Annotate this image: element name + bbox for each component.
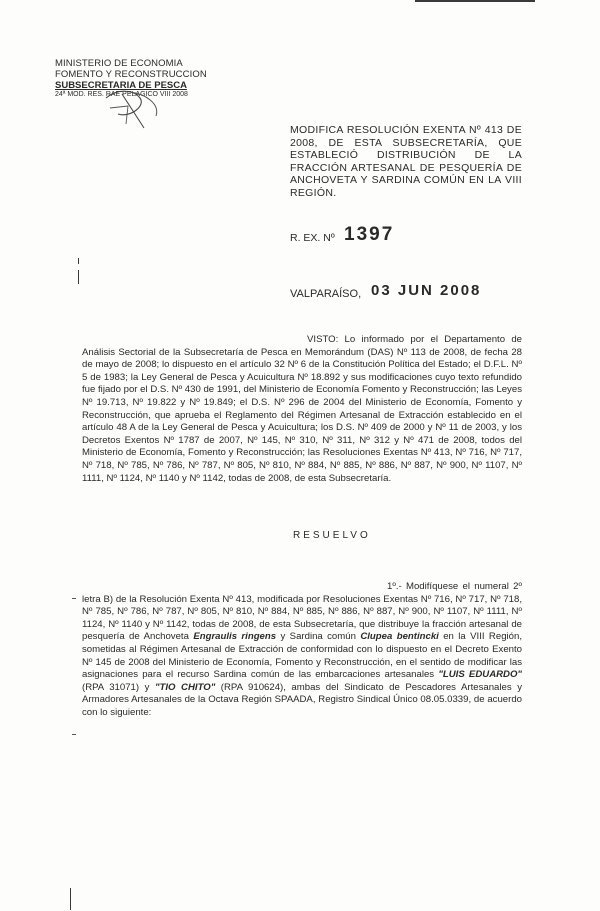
article-text: 1º.- Modifíquese el numeral 2º letra B) de la Resolución Exenta Nº 413, modificada por Resoluciones Exentas Nº 716, Nº 717, Nº 718, Nº 785, Nº 786, Nº 787, Nº 805, Nº 810, Nº 884, Nº 885, Nº 886, Nº 887, Nº 900, Nº 1107, Nº 1111, Nº 1124, Nº 1140 y Nº 1142, todas de 2008, de esta Subsecretaría, que distribuye la fracción artesanal de pesquería de Anchoveta bbox=[82, 581, 522, 643]
article-1-paragraph bbox=[82, 581, 522, 720]
visto-paragraph: VISTO: Lo informado por el Departamento de Análisis Sectorial de la Subsecretaría de Pesca en Memorándum (DAS) Nº 113 de 2008, de fecha 28 de mayo de 2008; lo dispuesto en el artículo 32 Nº 6 de la Constitución Política del Estado; el D.F.L. Nº 5 de 1983; la Ley General de Pesca y Acuicultura Nº 18.892 y sus modificaciones cuyo texto refundido fue fijado por el D.S. Nº 430 de 1991, del Ministerio de Economía Fomento y Reconstrucción; las Leyes Nº 19.713, Nº 19.822 y Nº 19.849; el D.S. Nº 296 de 2004 del Ministerio de Economía, Fomento y Reconstrucción, que aprueba el Reglamento del Régimen Artesanal de Extracción establecido en el artículo 48 A de la Ley General de Pesca y Acuicultura; los D.S. Nº 409 de 2000 y Nº 11 de 2003, y los Decretos Exentos Nº 1787 de 2007, Nº 145, Nº 310, Nº 311, Nº 312 y Nº 471 de 2008, todos del Ministerio de Economía, Fomento y Reconstrucción; las Resoluciones Exentas Nº 413, Nº 716, Nº 717, Nº 718, Nº 785, Nº 786, Nº 787, Nº 805, Nº 810, Nº 884, Nº 885, Nº 886, Nº 887, Nº 900, Nº 1107, Nº 1111, Nº 1124, Nº 1140 y Nº 1142, todas de 2008, de esta Subsecretaría. bbox=[82, 334, 522, 484]
date-stamp: 03 JUN 2008 bbox=[371, 282, 482, 299]
species-name: Engraulis ringens bbox=[193, 631, 277, 643]
file-reference: 24ª MOD. RES. RAE PELAGICO VIII 2008 bbox=[55, 91, 188, 98]
ministry-name: MINISTERIO DE ECONOMIA bbox=[55, 58, 183, 69]
article-text: (RPA 910624), ambas del Sindicato de Pescadores Artesanales y Armadores Artesanales de la Octava Región SPAADA, Registro Sindical Único 08.05.0339, de acuerdo con lo siguiente: bbox=[82, 681, 522, 718]
subsecretaria-name: SUBSECRETARIA DE PESCA bbox=[55, 80, 187, 91]
resuelvo-heading: RESUELVO bbox=[293, 530, 371, 541]
margin-mark bbox=[72, 598, 76, 599]
margin-mark bbox=[78, 270, 79, 284]
resolution-label: R. EX. Nº bbox=[290, 232, 335, 244]
resolution-number: 1397 bbox=[344, 224, 395, 245]
margin-mark bbox=[72, 734, 76, 735]
species-name: Clupea bentincki bbox=[360, 631, 439, 643]
place: VALPARAÍSO, bbox=[290, 288, 362, 300]
vessel-name: "TIO CHITO" bbox=[154, 681, 216, 693]
top-edge-line bbox=[415, 0, 535, 2]
signature-stamp bbox=[100, 84, 170, 136]
article-text: (RPA 31071) y bbox=[82, 681, 155, 693]
vessel-name: "LUIS EDUARDO" bbox=[438, 669, 522, 681]
margin-mark bbox=[70, 888, 71, 910]
article-text: y Sardina común bbox=[276, 631, 361, 643]
ministry-name-line2: FOMENTO Y RECONSTRUCCION bbox=[55, 69, 207, 80]
article-text: en la VIII Región, sometidas al Régimen Artesanal de Extracción de conformidad con lo dispuesto en el Decreto Exento Nº 145 de 2008 del Ministerio de Economía, Fomento y Reconstrucción, en el sentido de modificar las asignaciones para el recurso Sardina común de las embarcaciones artesanales bbox=[82, 631, 522, 681]
margin-mark bbox=[78, 258, 79, 264]
resolution-subject: MODIFICA RESOLUCIÓN EXENTA Nº 413 DE 2008, DE ESTA SUBSECRETARÍA, QUE ESTABLECIÓ DISTRIBUCIÓN DE LA FRACCIÓN ARTESANAL DE PESQUERÍA DE ANCHOVETA Y SARDINA COMÚN EN LA VIII REGIÓN. bbox=[290, 124, 522, 199]
